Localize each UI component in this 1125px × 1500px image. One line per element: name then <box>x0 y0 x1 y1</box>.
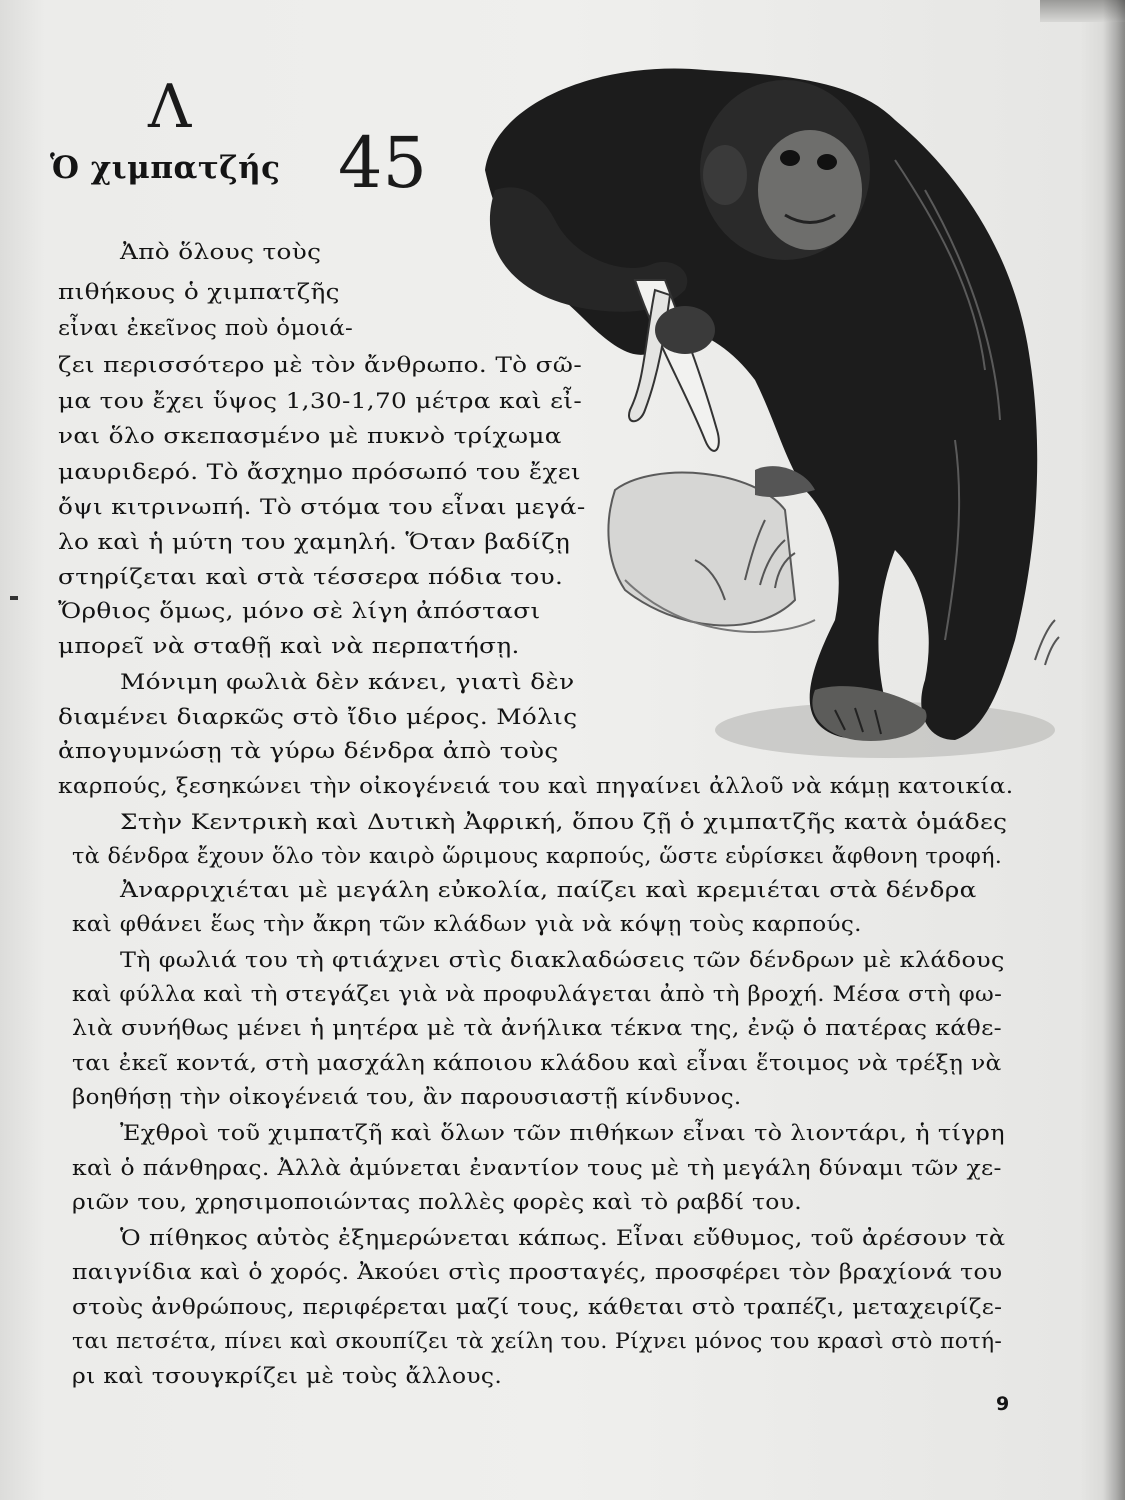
text-line: Ὄρθιος ὅμως, μόνο σὲ λίγη ἀπόστασι <box>58 599 541 624</box>
text-line: μπορεῖ νὰ σταθῇ καὶ νὰ περπατήσῃ. <box>58 634 520 659</box>
text-line: ἀπογυμνώσῃ τὰ γύρω δένδρα ἀπὸ τοὺς <box>58 739 559 764</box>
handwritten-mark: Λ <box>148 72 192 142</box>
text-line: Ἐχθροὶ τοῦ χιμπατζῆ καὶ ὅλων τῶν πιθήκων εἶναι τὸ λιοντάρι, ἡ τίγρη <box>120 1121 1005 1146</box>
text-line: Στὴν Κεντρικὴ καὶ Δυτικὴ Ἀφρική, ὅπου ζῇ ὁ χιμπατζῆς κατὰ ὁμάδες <box>120 810 1008 835</box>
text-line: μα του ἔχει ὕψος 1,30-1,70 μέτρα καὶ εἶ- <box>58 389 583 414</box>
text-line: λο καὶ ἡ μύτη του χαμηλή. Ὅταν βαδίζῃ <box>58 530 571 555</box>
text-line: ναι ὅλο σκεπασμένο μὲ πυκνὸ τρίχωμα <box>58 424 562 449</box>
page-edge-shadow <box>1103 0 1125 1500</box>
text-line: διαμένει διαρκῶς στὸ ἴδιο μέρος. Μόλις <box>58 705 578 730</box>
text-line: καὶ φθάνει ἕως τὴν ἄκρη τῶν κλάδων γιὰ νὰ κόψῃ τοὺς καρπούς. <box>72 912 862 937</box>
text-line: μαυριδερό. Τὸ ἄσχημο πρόσωπό του ἔχει <box>58 460 581 485</box>
text-line: εἶναι ἐκεῖνος ποὺ ὁμοιά- <box>58 316 354 341</box>
text-line: καρπούς, ξεσηκώνει τὴν οἰκογένειά του καὶ πηγαίνει ἀλλοῦ νὰ κάμῃ κατοικία. <box>58 774 1014 799</box>
text-line: ριῶν του, χρησιμοποιώντας πολλὲς φορὲς καὶ τὸ ραβδί του. <box>72 1190 803 1215</box>
text-line: Ὁ πίθηκος αὐτὸς ἐξημερώνεται κάπως. Εἶναι εὔθυμος, τοῦ ἀρέσουν τὰ <box>120 1226 1006 1251</box>
text-line: ὄψι κιτρινωπή. Τὸ στόμα του εἶναι μεγά- <box>58 495 586 520</box>
text-line: Ἀναρριχιέται μὲ μεγάλη εὐκολία, παίζει καὶ κρεμιέται στὰ δένδρα <box>120 878 977 903</box>
margin-mark <box>10 596 18 600</box>
text-line: παιγνίδια καὶ ὁ χορός. Ἀκούει στὶς προσταγές, προσφέρει τὸν βραχίονά του <box>72 1260 1003 1285</box>
text-line: βοηθήσῃ τὴν οἰκογένειά του, ἂν παρουσιαστῇ κίνδυνος. <box>72 1085 742 1110</box>
title-initial: Ὁ <box>50 150 80 186</box>
page-title <box>50 150 281 186</box>
text-line: ται ἐκεῖ κοντά, στὴ μασχάλη κάποιου κλάδου καὶ εἶναι ἕτοιμος νὰ τρέξῃ νὰ <box>72 1051 1002 1076</box>
text-line: ται πετσέτα, πίνει καὶ σκουπίζει τὰ χείλη του. Ρίχνει μόνος του κρασὶ στὸ ποτή- <box>72 1329 1003 1354</box>
text-line: ρι καὶ τσουγκρίζει μὲ τοὺς ἄλλους. <box>72 1364 503 1389</box>
text-line: ζει περισσότερο μὲ τὸν ἄνθρωπο. Τὸ σῶ- <box>58 353 583 378</box>
text-line: πιθήκους ὁ χιμπατζῆς <box>58 280 340 305</box>
text-line: λιὰ συνήθως μένει ἡ μητέρα μὲ τὰ ἀνήλικα τέκνα της, ἐνῷ ὁ πατέρας κάθε- <box>72 1016 1002 1041</box>
text-line: Ἀπὸ ὅλους τοὺς <box>120 240 322 265</box>
text-line: καὶ ὁ πάνθηρας. Ἀλλὰ ἀμύνεται ἐναντίον τους μὲ τὴ μεγάλη δύναμι τῶν χε- <box>72 1156 1002 1181</box>
page-number: 9 <box>996 1393 1010 1415</box>
text-line: Τὴ φωλιά του τὴ φτιάχνει στὶς διακλαδώσεις τῶν δένδρων μὲ κλάδους <box>120 948 1005 973</box>
handwritten-number: 45 <box>338 122 428 204</box>
text-line: στηρίζεται καὶ στὰ τέσσερα πόδια του. <box>58 565 564 590</box>
text-line: Μόνιμη φωλιὰ δὲν κάνει, γιατὶ δὲν <box>120 670 575 695</box>
title-text: χιμπατζής <box>79 150 281 186</box>
text-line: καὶ φύλλα καὶ τὴ στεγάζει γιὰ νὰ προφυλάγεται ἀπὸ τὴ βροχή. Μέσα στὴ φω- <box>72 982 1003 1007</box>
text-line: τὰ δένδρα ἔχουν ὅλο τὸν καιρὸ ὥριμους καρπούς, ὥστε εὑρίσκει ἄφθονη τροφή. <box>72 844 1003 869</box>
text-line: στοὺς ἀνθρώπους, περιφέρεται μαζί τους, κάθεται στὸ τραπέζι, μεταχειρίζε- <box>72 1295 1003 1320</box>
